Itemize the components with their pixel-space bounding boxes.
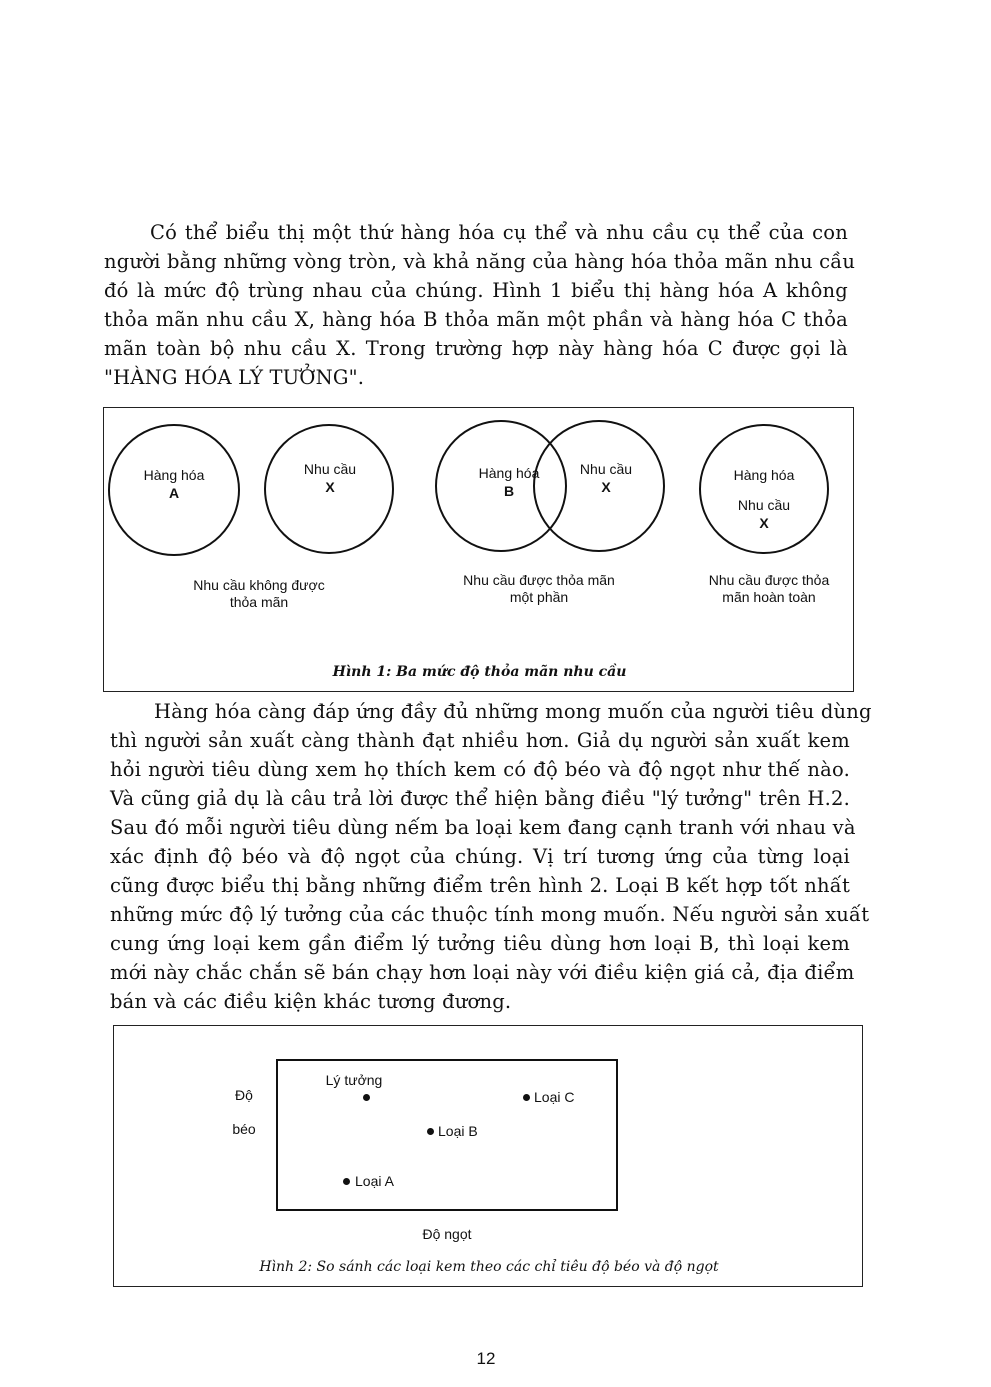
intro-line: "HÀNG HÓA LÝ TƯỞNG". — [104, 366, 365, 389]
goods-b-label: Hàng hóa B — [478, 465, 540, 499]
ideal-point-label: Lý tưởng — [325, 1072, 383, 1088]
type-a-label: Loại A — [355, 1173, 394, 1189]
type-c-label: Loại C — [534, 1089, 575, 1105]
intro-line: mãn toàn bộ nhu cầu X. Trong trường hợp này hàng hóa C được gọi là — [104, 337, 848, 360]
goods-a-label: Hàng hóa A — [143, 467, 205, 501]
y-axis-label: Độ béo — [232, 1087, 256, 1137]
figure-2-title: Hình 2: So sánh các loại kem theo các chỉ tiêu độ béo và độ ngọt — [259, 1259, 719, 1275]
type-b-label: Loại B — [438, 1123, 478, 1139]
intro-paragraph — [104, 218, 856, 392]
body-paragraph — [110, 697, 872, 1016]
caption-not-satisfied: Nhu cầu không được thỏa mãn — [193, 577, 325, 610]
intro-line: Có thể biểu thị một thứ hàng hóa cụ thể và nhu cầu cụ thể của con — [150, 221, 848, 244]
intro-line: đó là mức độ trùng nhau của chúng. Hình 1 biểu thị hàng hóa A không — [104, 279, 848, 302]
goods-c-label: Hàng hóa — [733, 467, 795, 483]
body-line: mới này chắc chắn sẽ bán chạy hơn loại này với điều kiện giá cả, địa điểm — [110, 961, 855, 984]
body-line: thì người sản xuất càng thành đạt nhiều hơn. Giả dụ người sản xuất kem — [110, 729, 850, 752]
x-axis-label: Độ ngọt — [422, 1226, 472, 1242]
need-x-overlap-label: Nhu cầu X — [579, 461, 633, 495]
intro-line: người bằng những vòng tròn, và khả năng của hàng hóa thỏa mãn nhu cầu — [104, 250, 856, 273]
body-line: những mức độ lý tưởng của các thuộc tính mong muốn. Nếu người sản xuất — [110, 903, 870, 926]
body-line: cung ứng loại kem gần điểm lý tưởng tiêu dùng hơn loại B, thì loại kem — [110, 932, 850, 955]
body-line: Và cũng giả dụ là câu trả lời được thể hiện bằng điều "lý tưởng" trên H.2. — [110, 787, 850, 810]
ideal-point — [363, 1094, 370, 1101]
need-x-label: Nhu cầu X — [303, 461, 357, 495]
figure-1 — [103, 407, 854, 692]
circle-goods-c-need-x — [699, 424, 829, 554]
body-line: bán và các điều kiện khác tương đương. — [110, 990, 512, 1013]
body-line: Hàng hóa càng đáp ứng đầy đủ những mong muốn của người tiêu dùng — [154, 700, 872, 723]
type-b-point — [427, 1128, 434, 1135]
body-line: xác định độ béo và độ ngọt của chúng. Vị trí tương ứng của từng loại — [110, 845, 850, 868]
body-line: Sau đó mỗi người tiêu dùng nếm ba loại kem đang cạnh tranh với nhau và — [110, 816, 856, 839]
intro-line: thỏa mãn nhu cầu X, hàng hóa B thỏa mãn một phần và hàng hóa C thỏa — [104, 308, 848, 331]
body-line: cũng được biểu thị bằng những điểm trên hình 2. Loại B kết hợp tốt nhất — [110, 874, 850, 897]
type-a-point — [343, 1178, 350, 1185]
figure-1-title: Hình 1: Ba mức độ thỏa mãn nhu cầu — [332, 664, 627, 680]
page-number: 12 — [476, 1349, 496, 1368]
caption-full: Nhu cầu được thỏa mãn hoàn toàn — [708, 572, 830, 605]
caption-partial: Nhu cầu được thỏa mãn một phần — [463, 572, 615, 605]
body-line: hỏi người tiêu dùng xem họ thích kem có độ béo và độ ngọt như thế nào. — [110, 758, 850, 781]
type-c-point — [523, 1094, 530, 1101]
need-x-full-label: Nhu cầu X — [737, 497, 791, 531]
figure-2 — [113, 1025, 863, 1287]
